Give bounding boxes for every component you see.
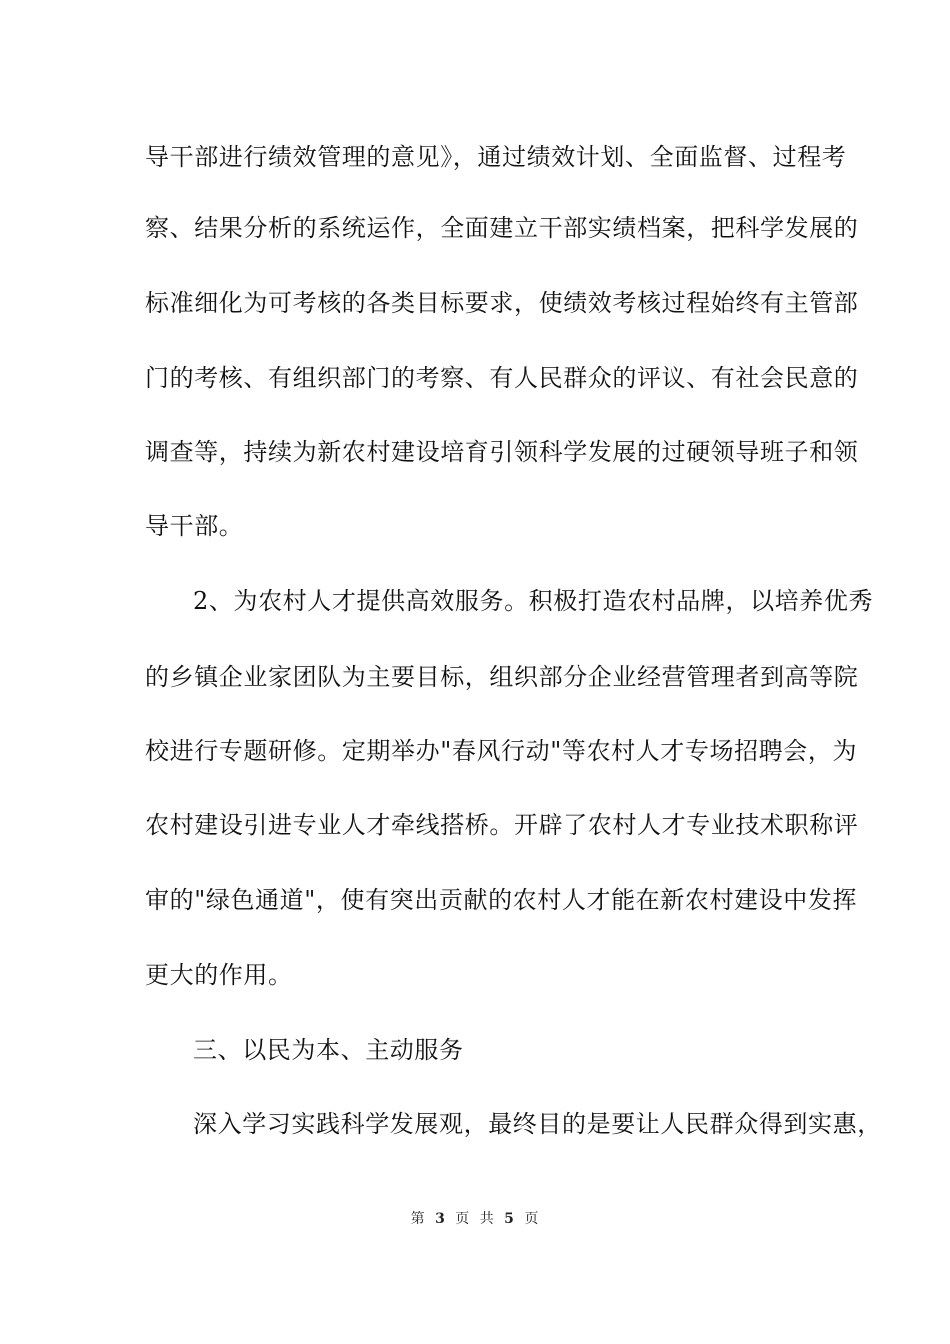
section-heading: 三、以民为本、主动服务	[193, 1036, 464, 1064]
body-text-line: 导干部。	[145, 512, 244, 540]
body-text-line: 导干部进行绩效管理的意见》，通过绩效计划、全面监督、过程考	[145, 143, 847, 171]
footer-suffix: 页	[524, 1211, 540, 1227]
body-text-line: 校进行专题研修。定期举办"春风行动"等农村人才专场招聘会，为	[145, 737, 858, 765]
body-text-line: 农村建设引进专业人才牵线搭桥。开辟了农村人才专业技术职称评	[145, 811, 859, 839]
footer-prefix: 第	[410, 1211, 426, 1227]
body-text-line: 2、为农村人才提供高效服务。积极打造农村品牌，以培养优秀	[193, 587, 874, 615]
body-text-line: 的乡镇企业家团队为主要目标，组织部分企业经营管理者到高等院	[145, 663, 859, 691]
body-text-line: 审的"绿色通道"，使有突出贡献的农村人才能在新农村建设中发挥	[145, 886, 858, 914]
body-text-line: 深入学习实践科学发展观，最终目的是要让人民群众得到实惠，	[193, 1110, 882, 1138]
current-page-number: 3	[435, 1211, 446, 1227]
total-pages-number: 5	[504, 1211, 515, 1227]
body-text-line: 门的考核、有组织部门的考察、有人民群众的评议、有社会民意的	[145, 364, 859, 392]
footer-total-word: 共	[479, 1211, 495, 1227]
body-text-line: 标准细化为可考核的各类目标要求，使绩效考核过程始终有主管部	[145, 289, 859, 317]
body-text-line: 察、结果分析的系统运作，全面建立干部实绩档案，把科学发展的	[145, 214, 859, 242]
page-footer	[0, 1210, 950, 1228]
body-text-line: 调查等，持续为新农村建设培育引领科学发展的过硬领导班子和领	[145, 438, 859, 466]
body-text-line: 更大的作用。	[145, 961, 293, 989]
footer-page-word: 页	[455, 1211, 471, 1227]
